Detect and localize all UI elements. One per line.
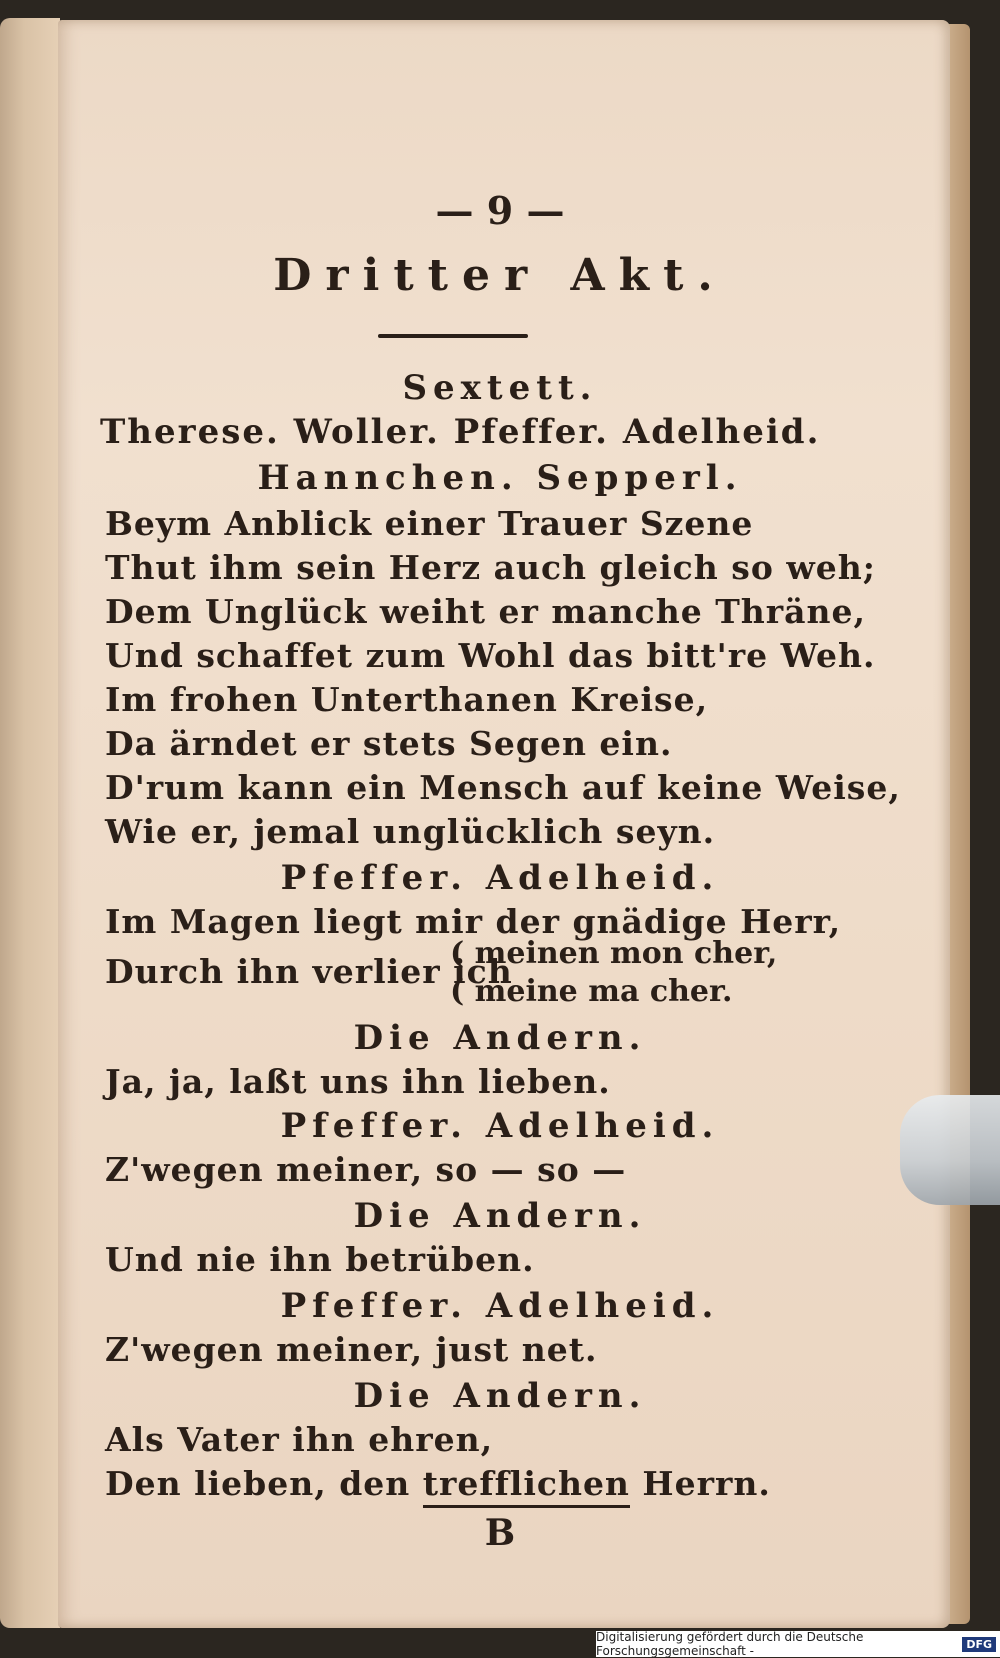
verse-line: Im frohen Unterthanen Kreise, xyxy=(105,680,709,719)
verse-line: Beym Anblick einer Trauer Szene xyxy=(105,504,754,543)
speaker-heading: Pfeffer. Adelheid. xyxy=(280,1286,720,1326)
underlined-word: trefflichen xyxy=(423,1464,630,1508)
section-title: Sextett. xyxy=(402,368,598,408)
verse-line: Dem Unglück weiht er manche Thräne, xyxy=(105,592,867,631)
verse-line: Thut ihm sein Herz auch gleich so weh; xyxy=(105,548,876,587)
footer-text: Digitalisierung gefördert durch die Deutsche Forschungsgemeinschaft - xyxy=(596,1630,864,1658)
signature-mark: B xyxy=(484,1512,516,1554)
verse-line xyxy=(105,1464,771,1503)
verse-line: Da ärndet er stets Segen ein. xyxy=(105,724,673,763)
verse-line: Als Vater ihn ehren, xyxy=(105,1420,494,1459)
digitization-footer xyxy=(596,1631,1000,1657)
speaker-heading: Die Andern. xyxy=(353,1196,647,1236)
verse-alternative: ( meinen mon cher, xyxy=(450,936,778,971)
verse-line: Z'wegen meiner, just net. xyxy=(105,1330,598,1369)
speaker-heading: Pfeffer. Adelheid. xyxy=(280,858,720,898)
title-rule xyxy=(378,334,528,338)
speaker-heading: Die Andern. xyxy=(353,1376,647,1416)
speaker-heading: Pfeffer. Adelheid. xyxy=(280,1106,720,1146)
act-title: Dritter Akt. xyxy=(273,250,727,301)
cast-line-2: Hannchen. Sepperl. xyxy=(257,458,743,498)
speaker-heading: Die Andern. xyxy=(353,1018,647,1058)
verse-line: Wie er, jemal unglücklich seyn. xyxy=(105,812,716,851)
page-number: — 9 — xyxy=(435,188,565,233)
cast-line-1: Therese. Woller. Pfeffer. Adelheid. xyxy=(100,412,821,452)
dfg-logo: DFG xyxy=(962,1637,996,1652)
verse-alternative: ( meine ma cher. xyxy=(450,974,733,1009)
verse-line: Und schaffet zum Wohl das bitt're Weh. xyxy=(105,636,876,675)
verse-segment: Den lieben, den xyxy=(105,1464,423,1503)
verse-line: Z'wegen meiner, so — so — xyxy=(105,1150,627,1189)
verse-segment: Herrn. xyxy=(629,1464,771,1503)
verse-line: Durch ihn verlier ich xyxy=(105,952,513,991)
verse-line: D'rum kann ein Mensch auf keine Weise, xyxy=(105,768,901,807)
verse-line: Und nie ihn betrüben. xyxy=(105,1240,535,1279)
verse-line: Im Magen liegt mir der gnädige Herr, xyxy=(105,902,842,941)
verse-line: Ja, ja, laßt uns ihn lieben. xyxy=(105,1062,611,1101)
